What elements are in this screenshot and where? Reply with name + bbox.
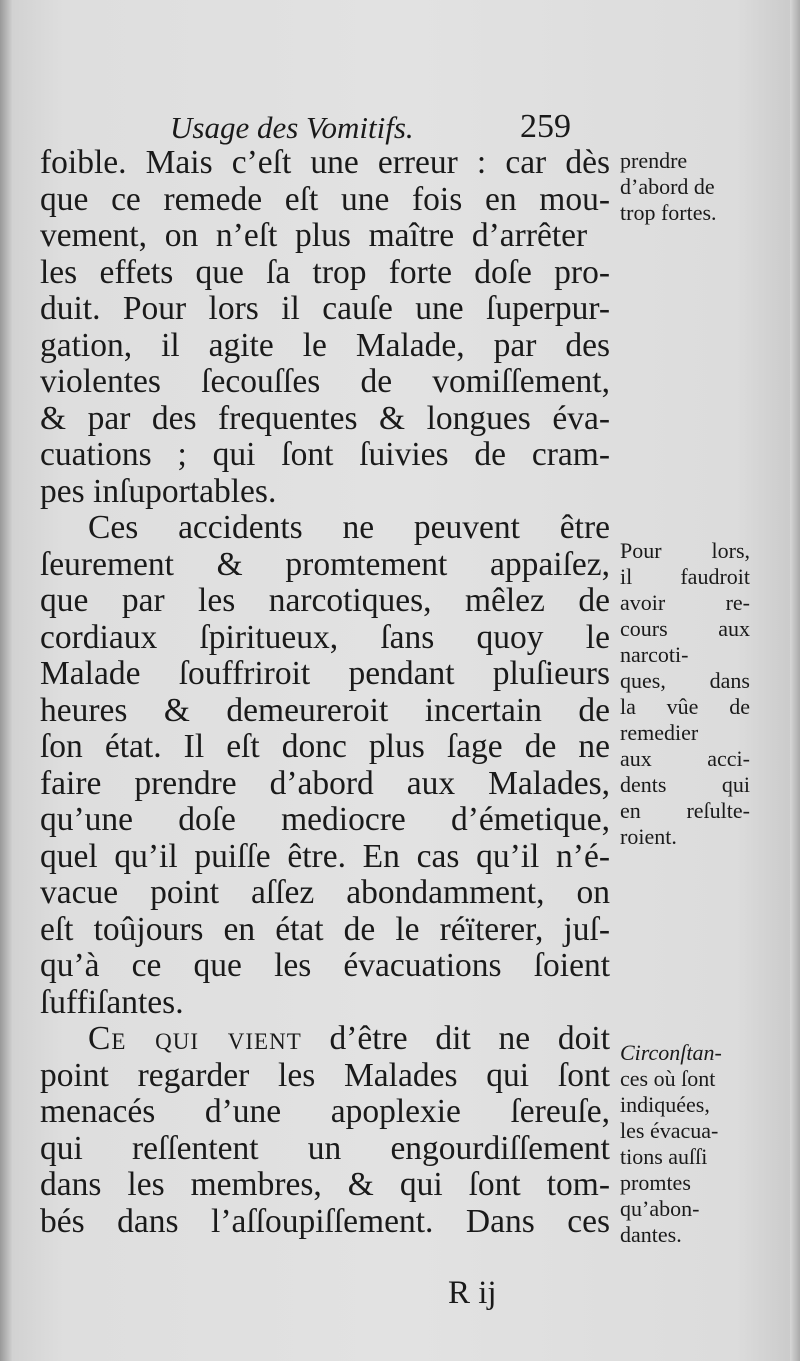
text-line: cuations ; qui ſont ſuivies de cram- <box>40 436 610 473</box>
running-head: Usage des Vomitifs. <box>170 110 414 145</box>
text-line: vement, on n’eſt plus maître d’arrêter <box>40 217 588 254</box>
note-line: tions auſſi <box>620 1144 708 1169</box>
text-line: gation, il agite le Malade, par des <box>40 326 610 364</box>
text-line: qu’une doſe mediocre d’émetique, <box>40 801 610 838</box>
text-line: violentes ſecouſſes de vomiſſement, <box>40 363 610 400</box>
text-line: que ce remede eſt une fois en mou- <box>40 180 610 218</box>
note-line: dantes. <box>620 1222 682 1247</box>
text-line <box>40 1021 610 1058</box>
text-line: point regarder les Malades qui ſont <box>40 1056 610 1094</box>
text-line: vacue point aſſez abondamment, on <box>40 874 610 911</box>
text-line: eſt toûjours en état de le réïterer, juſ- <box>40 910 610 948</box>
page-number: 259 <box>520 108 571 145</box>
text-line: foible. Mais c’eſt une erreur : car dès <box>40 144 610 181</box>
text-line: & par des frequentes & longues éva- <box>40 399 610 437</box>
note-line: prendre <box>620 148 688 173</box>
note-line: aux acci- <box>620 746 750 771</box>
text-line: faire prendre d’abord aux Malades, <box>40 764 610 802</box>
small-caps-lead: Ce qui vient <box>88 1020 302 1057</box>
text-line: qui reſſentent un engourdiſſement <box>40 1129 610 1167</box>
text-line: ſeurement & promtement appaiſez, <box>40 545 610 583</box>
text-line: pes inſuportables. <box>40 472 277 510</box>
text-line: qu’à ce que les évacuations ſoient <box>40 947 610 984</box>
text-line: ſon état. Il eſt donc plus ſage de ne <box>40 728 610 765</box>
note-line: narcoti- <box>620 642 689 667</box>
text-line: que par les narcotiques, mêlez de <box>40 582 610 619</box>
text-line: bés dans l’aſſoupiſſement. Dans ces <box>40 1202 610 1240</box>
note-line: la vûe de <box>620 694 750 719</box>
note-line: les évacua- <box>620 1118 719 1143</box>
text-line: quel qu’il puiſſe être. En cas qu’il n’é- <box>40 837 610 875</box>
note-line: il faudroit <box>620 564 750 589</box>
note-line: en reſulte- <box>620 798 750 823</box>
note-line: qu’abon- <box>620 1196 700 1221</box>
note-line: promtes <box>620 1170 691 1195</box>
margin-note-1 <box>620 148 750 226</box>
signature-mark: R ij <box>448 1275 497 1311</box>
main-text-block <box>40 145 610 1240</box>
note-line: indiquées, <box>620 1092 710 1117</box>
note-line: cours aux <box>620 616 750 641</box>
text-line: cordiaux ſpiritueux, ſans quoy le <box>40 618 610 656</box>
text-line: ſuffiſantes. <box>40 983 184 1021</box>
note-line: remedier <box>620 720 699 745</box>
text-line: menacés d’une apoplexie ſereuſe, <box>40 1093 610 1130</box>
note-line: Pour lors, <box>620 538 750 563</box>
text-line: duit. Pour lors il cauſe une ſuperpur- <box>40 290 610 327</box>
note-line: trop fortes. <box>620 200 717 225</box>
note-line: roient. <box>620 824 677 849</box>
note-line: Circonſtan- <box>620 1040 722 1065</box>
text-line-rest: d’être dit ne doit <box>329 1020 611 1057</box>
note-line: d’abord de <box>620 174 715 199</box>
text-line: heures & demeureroit incertain de <box>40 691 610 729</box>
margin-note-3 <box>620 1040 750 1248</box>
text-line: Malade ſouffriroit pendant pluſieurs <box>40 655 610 692</box>
note-line: ques, dans <box>620 668 750 693</box>
text-line: les effets que ſa trop forte doſe pro- <box>40 253 610 291</box>
note-line: avoir re- <box>620 590 750 615</box>
note-line: ces où ſont <box>620 1066 716 1091</box>
margin-note-2 <box>620 538 750 850</box>
text-line: Ces accidents ne peuvent être <box>88 509 610 546</box>
text-line: dans les membres, & qui ſont tom- <box>40 1166 610 1203</box>
note-line: dents qui <box>620 772 750 797</box>
